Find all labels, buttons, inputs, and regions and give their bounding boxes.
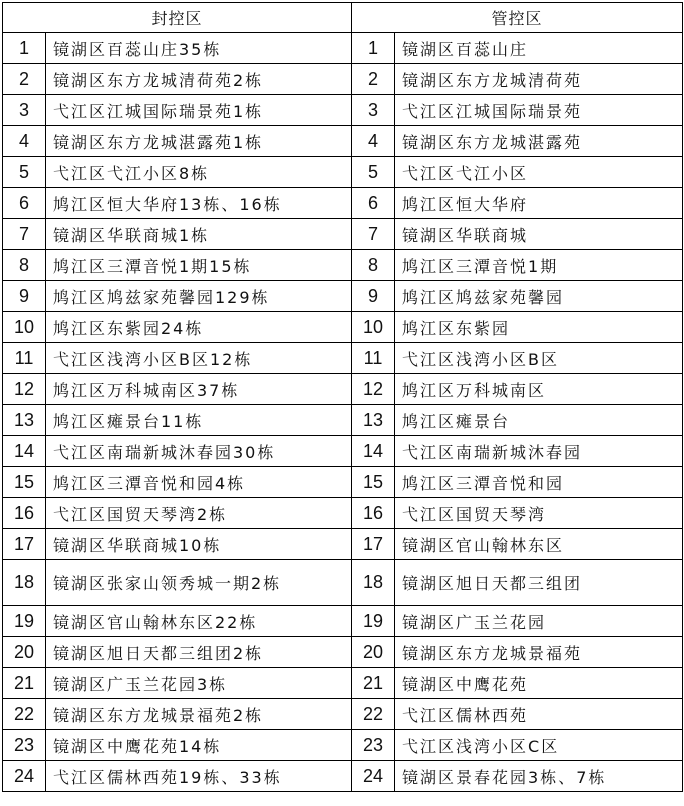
controlled-index-cell: 10 (352, 312, 395, 343)
table-row (3, 498, 683, 529)
controlled-zone-cell: 弋江区江城国际瑞景苑 (395, 95, 683, 126)
sealed-index-cell: 24 (3, 761, 46, 792)
sealed-index-cell: 19 (3, 606, 46, 637)
sealed-zone-cell: 鸠江区瘫景台11栋 (46, 405, 352, 436)
sealed-index-cell: 12 (3, 374, 46, 405)
table-row (3, 560, 683, 606)
controlled-index-cell: 3 (352, 95, 395, 126)
sealed-index-cell: 8 (3, 250, 46, 281)
table-row (3, 467, 683, 498)
controlled-zone-cell: 镜湖区中鹰花苑 (395, 668, 683, 699)
table-row (3, 64, 683, 95)
controlled-index-cell: 13 (352, 405, 395, 436)
controlled-index-cell: 8 (352, 250, 395, 281)
controlled-zone-cell: 鸠江区恒大华府 (395, 188, 683, 219)
sealed-index-cell: 14 (3, 436, 46, 467)
sealed-zone-cell: 镜湖区东方龙城清荷苑2栋 (46, 64, 352, 95)
sealed-index-cell: 6 (3, 188, 46, 219)
sealed-index-cell: 16 (3, 498, 46, 529)
sealed-zone-cell: 弋江区弋江小区8栋 (46, 157, 352, 188)
table-row (3, 405, 683, 436)
table-row (3, 126, 683, 157)
controlled-index-cell: 11 (352, 343, 395, 374)
sealed-index-cell: 5 (3, 157, 46, 188)
controlled-zone-cell: 弋江区南瑞新城沐春园 (395, 436, 683, 467)
sealed-zone-header: 封控区 (3, 3, 352, 33)
controlled-index-cell: 20 (352, 637, 395, 668)
sealed-index-cell: 1 (3, 33, 46, 64)
controlled-zone-cell: 镜湖区东方龙城景福苑 (395, 637, 683, 668)
sealed-zone-cell: 鸠江区东紫园24栋 (46, 312, 352, 343)
controlled-index-cell: 23 (352, 730, 395, 761)
sealed-index-cell: 7 (3, 219, 46, 250)
sealed-zone-cell: 弋江区江城国际瑞景苑1栋 (46, 95, 352, 126)
controlled-index-cell: 15 (352, 467, 395, 498)
table-row (3, 95, 683, 126)
controlled-index-cell: 5 (352, 157, 395, 188)
sealed-index-cell: 2 (3, 64, 46, 95)
table-row (3, 761, 683, 792)
controlled-zone-header: 管控区 (352, 3, 683, 33)
sealed-zone-cell: 镜湖区华联商城1栋 (46, 219, 352, 250)
sealed-zone-cell: 镜湖区广玉兰花园3栋 (46, 668, 352, 699)
controlled-index-cell: 21 (352, 668, 395, 699)
table-row (3, 188, 683, 219)
table-row (3, 374, 683, 405)
controlled-index-cell: 4 (352, 126, 395, 157)
sealed-zone-cell: 弋江区国贸天琴湾2栋 (46, 498, 352, 529)
controlled-index-cell: 16 (352, 498, 395, 529)
controlled-index-cell: 17 (352, 529, 395, 560)
controlled-index-cell: 12 (352, 374, 395, 405)
sealed-zone-cell: 镜湖区中鹰花苑14栋 (46, 730, 352, 761)
sealed-index-cell: 22 (3, 699, 46, 730)
controlled-zone-cell: 弋江区弋江小区 (395, 157, 683, 188)
controlled-index-cell: 24 (352, 761, 395, 792)
controlled-index-cell: 1 (352, 33, 395, 64)
sealed-index-cell: 20 (3, 637, 46, 668)
table-row (3, 343, 683, 374)
controlled-zone-cell: 鸠江区三潭音悦1期 (395, 250, 683, 281)
controlled-index-cell: 19 (352, 606, 395, 637)
table-row (3, 281, 683, 312)
sealed-index-cell: 15 (3, 467, 46, 498)
controlled-index-cell: 2 (352, 64, 395, 95)
sealed-zone-cell: 镜湖区东方龙城景福苑2栋 (46, 699, 352, 730)
controlled-index-cell: 7 (352, 219, 395, 250)
table-row (3, 637, 683, 668)
sealed-zone-cell: 鸠江区三潭音悦1期15栋 (46, 250, 352, 281)
sealed-index-cell: 4 (3, 126, 46, 157)
controlled-zone-cell: 镜湖区东方龙城湛露苑 (395, 126, 683, 157)
controlled-index-cell: 6 (352, 188, 395, 219)
controlled-zone-cell: 镜湖区百蕊山庄 (395, 33, 683, 64)
controlled-index-cell: 18 (352, 560, 395, 606)
controlled-index-cell: 9 (352, 281, 395, 312)
sealed-zone-cell: 鸠江区鸠兹家苑馨园129栋 (46, 281, 352, 312)
sealed-index-cell: 23 (3, 730, 46, 761)
sealed-index-cell: 18 (3, 560, 46, 606)
sealed-zone-cell: 镜湖区张家山领秀城一期2栋 (46, 560, 352, 606)
sealed-zone-cell: 镜湖区华联商城10栋 (46, 529, 352, 560)
controlled-zone-cell: 镜湖区官山翰林东区 (395, 529, 683, 560)
controlled-zone-cell: 弋江区国贸天琴湾 (395, 498, 683, 529)
controlled-zone-cell: 弋江区儒林西苑 (395, 699, 683, 730)
sealed-zone-cell: 镜湖区东方龙城湛露苑1栋 (46, 126, 352, 157)
sealed-zone-cell: 镜湖区官山翰林东区22栋 (46, 606, 352, 637)
controlled-zone-cell: 镜湖区华联商城 (395, 219, 683, 250)
controlled-index-cell: 14 (352, 436, 395, 467)
controlled-index-cell: 22 (352, 699, 395, 730)
sealed-index-cell: 21 (3, 668, 46, 699)
sealed-zone-cell: 弋江区儒林西苑19栋、33栋 (46, 761, 352, 792)
sealed-zone-cell: 鸠江区恒大华府13栋、16栋 (46, 188, 352, 219)
header-row (3, 3, 683, 33)
controlled-zone-cell: 镜湖区广玉兰花园 (395, 606, 683, 637)
table-row (3, 606, 683, 637)
controlled-zone-cell: 鸠江区鸠兹家苑馨园 (395, 281, 683, 312)
table-row (3, 157, 683, 188)
controlled-zone-cell: 鸠江区瘫景台 (395, 405, 683, 436)
table-row (3, 250, 683, 281)
controlled-zone-cell: 镜湖区东方龙城清荷苑 (395, 64, 683, 95)
controlled-zone-cell: 弋江区浅湾小区B区 (395, 343, 683, 374)
sealed-index-cell: 17 (3, 529, 46, 560)
sealed-zone-cell: 镜湖区百蕊山庄35栋 (46, 33, 352, 64)
sealed-index-cell: 3 (3, 95, 46, 126)
controlled-zone-cell: 镜湖区旭日天都三组团 (395, 560, 683, 606)
controlled-zone-cell: 弋江区浅湾小区C区 (395, 730, 683, 761)
controlled-zone-cell: 鸠江区东紫园 (395, 312, 683, 343)
sealed-zone-cell: 镜湖区旭日天都三组团2栋 (46, 637, 352, 668)
controlled-zone-cell: 鸠江区三潭音悦和园 (395, 467, 683, 498)
table-row (3, 312, 683, 343)
sealed-zone-cell: 鸠江区万科城南区37栋 (46, 374, 352, 405)
table-row (3, 699, 683, 730)
sealed-zone-cell: 鸠江区三潭音悦和园4栋 (46, 467, 352, 498)
table-row (3, 33, 683, 64)
sealed-index-cell: 9 (3, 281, 46, 312)
table-row (3, 730, 683, 761)
sealed-zone-cell: 弋江区浅湾小区B区12栋 (46, 343, 352, 374)
table-row (3, 668, 683, 699)
controlled-zone-cell: 鸠江区万科城南区 (395, 374, 683, 405)
sealed-index-cell: 10 (3, 312, 46, 343)
sealed-index-cell: 11 (3, 343, 46, 374)
table-row (3, 219, 683, 250)
sealed-zone-cell: 弋江区南瑞新城沐春园30栋 (46, 436, 352, 467)
sealed-index-cell: 13 (3, 405, 46, 436)
table-row (3, 529, 683, 560)
table-row (3, 436, 683, 467)
controlled-zone-cell: 镜湖区景春花园3栋、7栋 (395, 761, 683, 792)
zone-table (2, 2, 683, 792)
